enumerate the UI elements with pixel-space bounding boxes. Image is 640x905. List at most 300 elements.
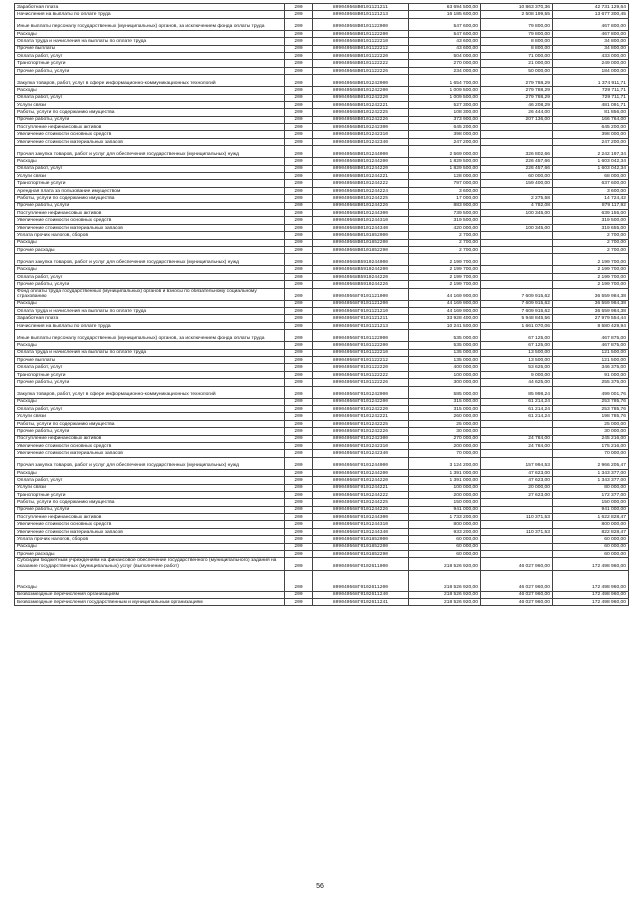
budget-code-cell: 809040568Г0101122222 [313, 371, 409, 378]
executed-amount-cell: 2 275,58 [481, 195, 553, 202]
executed-amount-cell: 79 800,00 [481, 18, 553, 30]
line-code-cell: 200 [285, 254, 313, 266]
approved-amount-cell: 16 185 600,00 [409, 11, 481, 18]
item-name-cell: Заработная плата [15, 315, 285, 322]
remaining-amount-cell: 1 374 911,71 [553, 75, 629, 87]
remaining-amount-cell: 34 800,00 [553, 38, 629, 45]
executed-amount-cell: 26 444,00 [481, 109, 553, 116]
line-code-cell: 200 [285, 246, 313, 253]
approved-amount-cell: 1 391 000,00 [409, 469, 481, 476]
approved-amount-cell: 547 600,00 [409, 18, 481, 30]
executed-amount-cell: 46 027 960,00 [481, 598, 553, 605]
item-name-cell: Прочая закупка товаров, работ и услуг для обеспечения государственных (муниципальных) нужд [15, 146, 285, 158]
table-row [15, 67, 629, 74]
budget-code-cell: 809040568В0101122210 [313, 38, 409, 45]
budget-code-cell: 809040568Г0101242000 [313, 386, 409, 398]
line-code-cell: 200 [285, 67, 313, 74]
table-row [15, 514, 629, 521]
approved-amount-cell: 1 829 500,00 [409, 165, 481, 172]
executed-amount-cell: 279 788,29 [481, 94, 553, 101]
page-number: 56 [316, 883, 324, 890]
item-name-cell: Транспортные услуги [15, 180, 285, 187]
remaining-amount-cell: 25 000,00 [553, 420, 629, 427]
budget-code-cell: 809040568Г0101244000 [313, 457, 409, 469]
line-code-cell: 200 [285, 450, 313, 457]
item-name-cell: Расходы [15, 469, 285, 476]
item-name-cell: Увеличение стоимости материальных запасов [15, 224, 285, 231]
item-name-cell: Расходы [15, 570, 285, 591]
item-name-cell: Оплата работ, услуг [15, 405, 285, 412]
item-name-cell: Работы, услуги по содержанию имущества [15, 109, 285, 116]
line-code-cell: 200 [285, 187, 313, 194]
table-row [15, 491, 629, 498]
executed-amount-cell: 67 125,00 [481, 342, 553, 349]
remaining-amount-cell: 8 580 429,94 [553, 322, 629, 329]
budget-code-cell: 809040568В0101244226 [313, 202, 409, 209]
item-name-cell: Поступление нефинансовых активов [15, 435, 285, 442]
remaining-amount-cell: 1 603 042,34 [553, 158, 629, 165]
budget-code-cell: 809040568В5910244000 [313, 254, 409, 266]
executed-amount-cell: 1 661 070,06 [481, 322, 553, 329]
approved-amount-cell: 30 000,00 [409, 428, 481, 435]
item-name-cell: Услуги связи [15, 413, 285, 420]
budget-code-cell: 809040568В5910244226 [313, 281, 409, 288]
budget-code-cell: 809040568В0101244340 [313, 224, 409, 231]
budget-execution-table [14, 3, 629, 606]
executed-amount-cell: 4 782,08 [481, 202, 553, 209]
executed-amount-cell [481, 450, 553, 457]
item-name-cell: Фонд оплаты труда государственных (муниципальных) органов и взносы по обязательному социальному страхованию [15, 288, 285, 300]
item-name-cell: Оплата труда и начисления на выплаты по оплате труда [15, 308, 285, 315]
table-row [15, 428, 629, 435]
line-code-cell: 200 [285, 202, 313, 209]
remaining-amount-cell: 645 200,00 [553, 124, 629, 131]
line-code-cell: 200 [285, 315, 313, 322]
budget-code-cell: 809040568В0101122200 [313, 30, 409, 37]
table-row [15, 45, 629, 52]
item-name-cell: Прочие работы, услуги [15, 506, 285, 513]
budget-code-cell: 809040568В0101244225 [313, 195, 409, 202]
line-code-cell: 200 [285, 420, 313, 427]
remaining-amount-cell: 247 200,00 [553, 138, 629, 145]
line-code-cell: 200 [285, 543, 313, 550]
approved-amount-cell: 218 526 920,00 [409, 570, 481, 591]
line-code-cell: 200 [285, 521, 313, 528]
executed-amount-cell: 13 500,00 [481, 349, 553, 356]
executed-amount-cell: 44 625,00 [481, 379, 553, 386]
item-name-cell: Оплата труда и начисления на выплаты по оплате труда [15, 349, 285, 356]
executed-amount-cell: 110 371,53 [481, 514, 553, 521]
item-name-cell: Увеличение стоимости основных средств [15, 521, 285, 528]
table-row [15, 357, 629, 364]
table-row [15, 158, 629, 165]
item-name-cell: Начисления на выплаты по оплате труда [15, 11, 285, 18]
approved-amount-cell: 218 526 920,00 [409, 558, 481, 570]
approved-amount-cell: 585 000,00 [409, 386, 481, 398]
table-row [15, 413, 629, 420]
item-name-cell: Прочие работы, услуги [15, 379, 285, 386]
item-name-cell: Увеличение стоимости основных средств [15, 131, 285, 138]
approved-amount-cell: 270 000,00 [409, 60, 481, 67]
table-row [15, 217, 629, 224]
item-name-cell: Оплата работ, услуг [15, 165, 285, 172]
table-row [15, 551, 629, 558]
table-row [15, 591, 629, 598]
executed-amount-cell: 47 623,00 [481, 469, 553, 476]
table-row [15, 499, 629, 506]
approved-amount-cell: 1 009 500,00 [409, 87, 481, 94]
executed-amount-cell: 8 800,00 [481, 38, 553, 45]
line-code-cell: 200 [285, 405, 313, 412]
table-row [15, 598, 629, 605]
approved-amount-cell: 398 000,00 [409, 131, 481, 138]
line-code-cell: 200 [285, 357, 313, 364]
executed-amount-cell: 67 125,00 [481, 330, 553, 342]
remaining-amount-cell: 253 785,76 [553, 405, 629, 412]
line-code-cell: 200 [285, 330, 313, 342]
line-code-cell: 200 [285, 217, 313, 224]
approved-amount-cell: 315 000,00 [409, 398, 481, 405]
budget-code-cell: 809040568В0101244000 [313, 146, 409, 158]
approved-amount-cell: 44 169 900,00 [409, 300, 481, 307]
table-row [15, 146, 629, 158]
executed-amount-cell [481, 138, 553, 145]
remaining-amount-cell: 245 216,00 [553, 435, 629, 442]
remaining-amount-cell: 27 979 554,44 [553, 315, 629, 322]
executed-amount-cell: 13 500,00 [481, 357, 553, 364]
executed-amount-cell [481, 246, 553, 253]
approved-amount-cell: 2 700,00 [409, 232, 481, 239]
item-name-cell: Прочие расходы [15, 551, 285, 558]
line-code-cell: 200 [285, 435, 313, 442]
table-row [15, 94, 629, 101]
remaining-amount-cell: 2 199 700,00 [553, 273, 629, 280]
table-row [15, 165, 629, 172]
line-code-cell: 200 [285, 536, 313, 543]
line-code-cell: 200 [285, 101, 313, 108]
table-row [15, 506, 629, 513]
remaining-amount-cell: 319 500,00 [553, 217, 629, 224]
line-code-cell: 200 [285, 165, 313, 172]
remaining-amount-cell: 150 000,00 [553, 499, 629, 506]
table-row [15, 266, 629, 273]
approved-amount-cell: 100 000,00 [409, 371, 481, 378]
approved-amount-cell: 135 000,00 [409, 349, 481, 356]
approved-amount-cell: 63 694 500,00 [409, 4, 481, 11]
approved-amount-cell: 44 169 900,00 [409, 308, 481, 315]
remaining-amount-cell: 467 875,00 [553, 342, 629, 349]
remaining-amount-cell: 941 000,00 [553, 506, 629, 513]
budget-code-cell: 809040568В0101242300 [313, 124, 409, 131]
budget-code-cell: 809040568В0101122220 [313, 52, 409, 59]
table-row [15, 224, 629, 231]
approved-amount-cell: 547 600,00 [409, 30, 481, 37]
item-name-cell: Расходы [15, 543, 285, 550]
line-code-cell: 200 [285, 428, 313, 435]
executed-amount-cell [481, 551, 553, 558]
line-code-cell: 200 [285, 281, 313, 288]
table-row [15, 101, 629, 108]
approved-amount-cell: 25 000,00 [409, 420, 481, 427]
remaining-amount-cell: 91 000,00 [553, 371, 629, 378]
line-code-cell: 200 [285, 52, 313, 59]
budget-code-cell: 809040568Г0101121200 [313, 300, 409, 307]
executed-amount-cell: 10 863 370,36 [481, 4, 553, 11]
remaining-amount-cell: 499 001,76 [553, 386, 629, 398]
table-row [15, 180, 629, 187]
budget-code-cell: 809040568В0101242000 [313, 75, 409, 87]
item-name-cell: Расходы [15, 158, 285, 165]
remaining-amount-cell: 60 000,00 [553, 536, 629, 543]
remaining-amount-cell: 800 000,00 [553, 521, 629, 528]
item-name-cell: Расходы [15, 87, 285, 94]
approved-amount-cell: 200 000,00 [409, 442, 481, 449]
approved-amount-cell: 43 600,00 [409, 38, 481, 45]
line-code-cell: 200 [285, 232, 313, 239]
approved-amount-cell: 2 569 000,00 [409, 146, 481, 158]
budget-code-cell: 809040568Г0101244300 [313, 514, 409, 521]
executed-amount-cell [481, 273, 553, 280]
item-name-cell: Увеличение стоимости материальных запасов [15, 138, 285, 145]
approved-amount-cell: 2 700,00 [409, 239, 481, 246]
approved-amount-cell: 1 733 200,00 [409, 514, 481, 521]
executed-amount-cell: 61 214,24 [481, 413, 553, 420]
executed-amount-cell: 60 000,00 [481, 173, 553, 180]
table-row [15, 246, 629, 253]
approved-amount-cell: 933 200,00 [409, 528, 481, 535]
item-name-cell: Прочие работы, услуги [15, 281, 285, 288]
item-name-cell: Оплата работ, услуг [15, 94, 285, 101]
executed-amount-cell: 207 136,00 [481, 116, 553, 123]
executed-amount-cell [481, 124, 553, 131]
item-name-cell: Прочие расходы [15, 246, 285, 253]
approved-amount-cell: 800 000,00 [409, 521, 481, 528]
remaining-amount-cell: 2 700,00 [553, 232, 629, 239]
remaining-amount-cell: 60 000,00 [553, 551, 629, 558]
item-name-cell: Прочие работы, услуги [15, 116, 285, 123]
approved-amount-cell: 420 000,00 [409, 224, 481, 231]
remaining-amount-cell: 198 785,76 [553, 413, 629, 420]
budget-code-cell: 809040568В0101244300 [313, 209, 409, 216]
budget-code-cell: 809040568В0101242226 [313, 116, 409, 123]
remaining-amount-cell: 467 800,00 [553, 18, 629, 30]
approved-amount-cell: 2 199 700,00 [409, 266, 481, 273]
item-name-cell: Расходы [15, 398, 285, 405]
budget-code-cell: 809040568В0101244310 [313, 217, 409, 224]
remaining-amount-cell: 175 216,00 [553, 442, 629, 449]
line-code-cell: 200 [285, 442, 313, 449]
item-name-cell: Безвозмездные перечисления организациям [15, 591, 285, 598]
approved-amount-cell: 2 199 700,00 [409, 273, 481, 280]
executed-amount-cell: 47 623,00 [481, 477, 553, 484]
executed-amount-cell [481, 428, 553, 435]
table-row [15, 131, 629, 138]
executed-amount-cell: 5 948 845,56 [481, 315, 553, 322]
table-row [15, 11, 629, 18]
line-code-cell: 200 [285, 308, 313, 315]
line-code-cell: 200 [285, 558, 313, 570]
line-code-cell: 200 [285, 551, 313, 558]
approved-amount-cell: 1 391 000,00 [409, 477, 481, 484]
line-code-cell: 200 [285, 116, 313, 123]
item-name-cell: Прочие работы, услуги [15, 428, 285, 435]
executed-amount-cell: 279 788,29 [481, 75, 553, 87]
line-code-cell: 200 [285, 30, 313, 37]
executed-amount-cell: 279 788,29 [481, 87, 553, 94]
executed-amount-cell: 226 457,66 [481, 165, 553, 172]
remaining-amount-cell: 822 828,47 [553, 528, 629, 535]
line-code-cell: 200 [285, 457, 313, 469]
item-name-cell: Увеличение стоимости материальных запасов [15, 528, 285, 535]
budget-code-cell: 809040568Г0101122226 [313, 379, 409, 386]
item-name-cell: Услуги связи [15, 101, 285, 108]
approved-amount-cell: 200 000,00 [409, 491, 481, 498]
executed-amount-cell: 61 214,24 [481, 398, 553, 405]
remaining-amount-cell: 172 498 960,00 [553, 558, 629, 570]
approved-amount-cell: 1 009 500,00 [409, 94, 481, 101]
line-code-cell: 200 [285, 484, 313, 491]
item-name-cell: Транспортные услуги [15, 371, 285, 378]
table-row [15, 435, 629, 442]
remaining-amount-cell: 172 498 960,00 [553, 591, 629, 598]
table-row [15, 322, 629, 329]
approved-amount-cell: 150 000,00 [409, 499, 481, 506]
approved-amount-cell: 535 000,00 [409, 342, 481, 349]
executed-amount-cell [481, 536, 553, 543]
item-name-cell: Прочие выплаты [15, 45, 285, 52]
executed-amount-cell [481, 217, 553, 224]
budget-code-cell: 809040568Г0101244222 [313, 491, 409, 498]
budget-code-cell: 809040568В0101852200 [313, 239, 409, 246]
approved-amount-cell: 60 000,00 [409, 543, 481, 550]
table-row [15, 116, 629, 123]
budget-code-cell: 809040568В0101121213 [313, 11, 409, 18]
table-row [15, 209, 629, 216]
remaining-amount-cell: 2 199 700,00 [553, 254, 629, 266]
budget-code-cell: 809040568В0101244220 [313, 165, 409, 172]
line-code-cell: 200 [285, 322, 313, 329]
executed-amount-cell [481, 232, 553, 239]
line-code-cell: 200 [285, 477, 313, 484]
item-name-cell: Заработная плата [15, 4, 285, 11]
table-row [15, 239, 629, 246]
approved-amount-cell: 504 000,00 [409, 52, 481, 59]
approved-amount-cell: 128 000,00 [409, 173, 481, 180]
budget-code-cell: 809040568В0101122222 [313, 60, 409, 67]
item-name-cell: Увеличение стоимости материальных запасов [15, 450, 285, 457]
remaining-amount-cell: 467 800,00 [553, 30, 629, 37]
table-row [15, 398, 629, 405]
line-code-cell: 200 [285, 386, 313, 398]
remaining-amount-cell: 398 000,00 [553, 131, 629, 138]
remaining-amount-cell: 172 498 960,00 [553, 570, 629, 591]
item-name-cell: Начисления на выплаты по оплате труда [15, 322, 285, 329]
remaining-amount-cell: 729 711,71 [553, 87, 629, 94]
table-row [15, 38, 629, 45]
line-code-cell: 200 [285, 138, 313, 145]
budget-code-cell: 809040568Г0102611200 [313, 570, 409, 591]
item-name-cell: Работы, услуги по содержанию имущества [15, 195, 285, 202]
executed-amount-cell [481, 420, 553, 427]
table-row [15, 457, 629, 469]
executed-amount-cell: 20 000,00 [481, 484, 553, 491]
table-row [15, 60, 629, 67]
budget-code-cell: 809040568Г0101852200 [313, 543, 409, 550]
item-name-cell: Поступление нефинансовых активов [15, 514, 285, 521]
table-row [15, 386, 629, 398]
table-row [15, 75, 629, 87]
table-row [15, 442, 629, 449]
remaining-amount-cell: 319 655,00 [553, 224, 629, 231]
approved-amount-cell: 2 199 700,00 [409, 281, 481, 288]
approved-amount-cell: 797 000,00 [409, 180, 481, 187]
approved-amount-cell: 218 526 920,00 [409, 598, 481, 605]
item-name-cell: Услуги связи [15, 484, 285, 491]
remaining-amount-cell: 249 000,00 [553, 60, 629, 67]
table-row [15, 232, 629, 239]
budget-code-cell: 809040568Г0101242226 [313, 428, 409, 435]
line-code-cell: 200 [285, 379, 313, 386]
approved-amount-cell: 43 600,00 [409, 45, 481, 52]
item-name-cell: Поступление нефинансовых активов [15, 209, 285, 216]
approved-amount-cell: 883 900,00 [409, 202, 481, 209]
line-code-cell: 200 [285, 11, 313, 18]
executed-amount-cell: 100 345,00 [481, 209, 553, 216]
line-code-cell: 200 [285, 491, 313, 498]
line-code-cell: 200 [285, 591, 313, 598]
remaining-amount-cell: 36 559 984,38 [553, 308, 629, 315]
executed-amount-cell: 27 623,00 [481, 491, 553, 498]
approved-amount-cell: 33 928 400,00 [409, 315, 481, 322]
executed-amount-cell [481, 281, 553, 288]
budget-code-cell: 809040568В0101242221 [313, 101, 409, 108]
executed-amount-cell [481, 499, 553, 506]
approved-amount-cell: 535 000,00 [409, 330, 481, 342]
item-name-cell: Расходы [15, 239, 285, 246]
line-code-cell: 200 [285, 364, 313, 371]
table-row [15, 52, 629, 59]
approved-amount-cell: 60 000,00 [409, 536, 481, 543]
remaining-amount-cell: 2 966 205,47 [553, 457, 629, 469]
budget-code-cell: 809040568В0101242220 [313, 94, 409, 101]
item-name-cell: Оплата труда и начисления на выплаты по оплате труда [15, 38, 285, 45]
line-code-cell: 200 [285, 180, 313, 187]
remaining-amount-cell: 3 600,00 [553, 187, 629, 194]
line-code-cell: 200 [285, 131, 313, 138]
budget-code-cell: 809040568Г0101244340 [313, 528, 409, 535]
line-code-cell: 200 [285, 173, 313, 180]
budget-code-cell: 809040568Г0102611241 [313, 598, 409, 605]
executed-amount-cell [481, 506, 553, 513]
approved-amount-cell: 108 300,00 [409, 109, 481, 116]
approved-amount-cell: 2 199 700,00 [409, 254, 481, 266]
approved-amount-cell: 260 000,00 [409, 413, 481, 420]
remaining-amount-cell: 68 000,00 [553, 173, 629, 180]
remaining-amount-cell: 121 500,00 [553, 357, 629, 364]
executed-amount-cell: 326 802,66 [481, 146, 553, 158]
remaining-amount-cell: 81 856,00 [553, 109, 629, 116]
line-code-cell: 200 [285, 499, 313, 506]
item-name-cell: Расходы [15, 30, 285, 37]
table-row [15, 124, 629, 131]
budget-code-cell: 809040568Г0101242340 [313, 450, 409, 457]
line-code-cell: 200 [285, 94, 313, 101]
remaining-amount-cell: 14 724,42 [553, 195, 629, 202]
budget-code-cell: 809040568Г0101122210 [313, 349, 409, 356]
executed-amount-cell: 9 000,00 [481, 371, 553, 378]
item-name-cell: Увеличение стоимости основных средств [15, 217, 285, 224]
approved-amount-cell: 373 900,00 [409, 116, 481, 123]
